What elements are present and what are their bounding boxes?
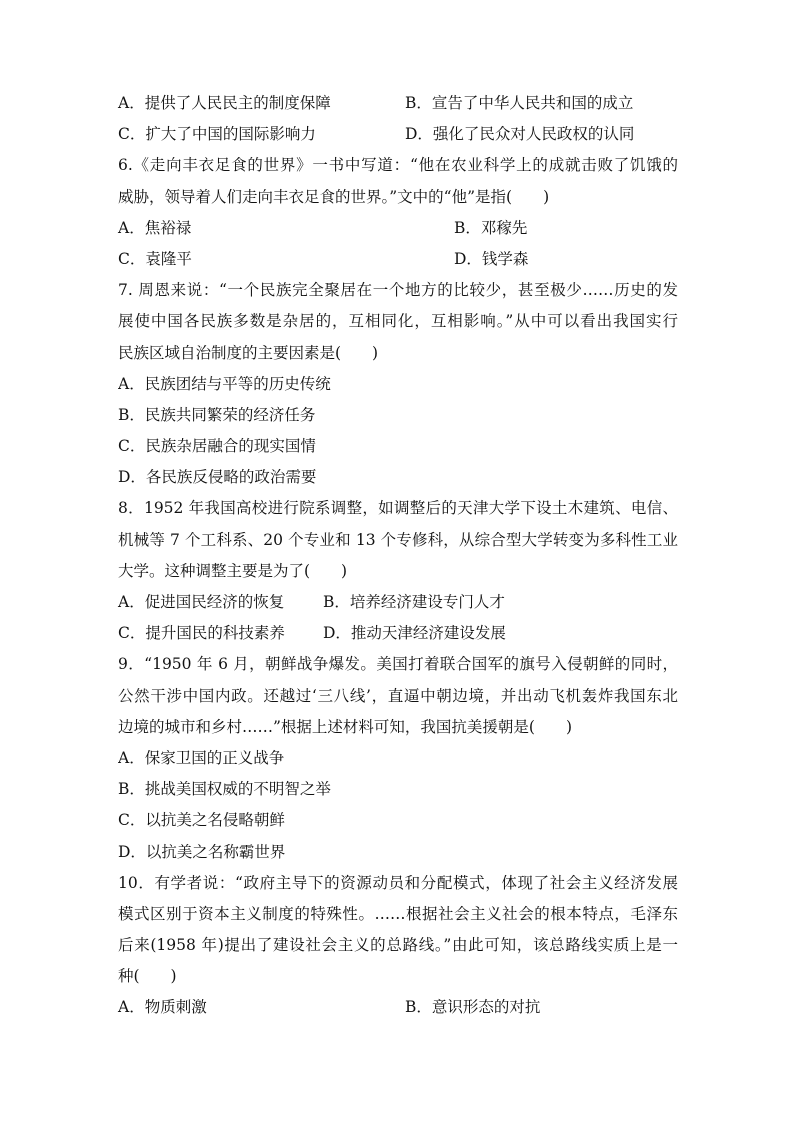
q7-stem-line-3: 民族区域自治制度的主要因素是( ) xyxy=(118,343,379,362)
q8-option-c: C．提升国民的科技素养 xyxy=(118,624,285,643)
q7-option-a: A．民族团结与平等的历史传统 xyxy=(118,374,331,393)
q5-options-row-1 xyxy=(118,88,678,119)
q10-options-row-1 xyxy=(118,992,678,1023)
q9-stem-line-3: 边境的城市和乡村……”根据上述材料可知，我国抗美援朝是( ) xyxy=(118,717,573,736)
q8-stem-line-3: 大学。这种调整主要是为了( ) xyxy=(118,561,348,580)
exam-page xyxy=(118,88,678,1024)
q8-options-row-1 xyxy=(118,587,678,618)
q6-option-b: B．邓稼先 xyxy=(454,218,528,237)
q8-options-row-2 xyxy=(118,618,678,649)
q5-option-c: C．扩大了中国的国际影响力 xyxy=(118,125,316,144)
q8-option-d: D．推动天津经济建设发展 xyxy=(323,624,506,643)
q10-option-b: B．意识形态的对抗 xyxy=(405,998,541,1017)
q6-option-c: C．袁隆平 xyxy=(118,249,192,268)
q10-option-a: A．物质刺激 xyxy=(118,998,207,1017)
q9-stem-line-2: 公然干涉中国内政。还越过‘三八线’，直逼中朝边境，并出动飞机轰炸我国东北 xyxy=(118,686,678,705)
q7-stem-line-1: 7. 周恩来说：“一个民族完全聚居在一个地方的比较少，甚至极少……历史的发 xyxy=(118,281,678,300)
q6-option-a: A．焦裕禄 xyxy=(118,218,192,237)
q5-option-a: A．提供了人民民主的制度保障 xyxy=(118,94,331,112)
q9-option-a: A．保家卫国的正义战争 xyxy=(118,748,285,767)
q7-option-c: C．民族杂居融合的现实国情 xyxy=(118,437,316,456)
q10-stem-line-1: 10．有学者说：“政府主导下的资源动员和分配模式，体现了社会主义经济发展 xyxy=(118,873,678,892)
q8-stem-line-1: 8．1952 年我国高校进行院系调整，如调整后的天津大学下设土木建筑、电信、 xyxy=(118,499,678,518)
q7-option-d: D．各民族反侵略的政治需要 xyxy=(118,468,317,487)
q8-option-b: B．培养经济建设专门人才 xyxy=(323,593,505,611)
q10-stem-line-4: 种( ) xyxy=(118,967,177,986)
q9-option-c: C．以抗美之名侵略朝鲜 xyxy=(118,811,285,830)
q6-stem-line-1: 6.《走向丰衣足食的世界》一书中写道：“他在农业科学上的成就击败了饥饿的 xyxy=(118,156,678,175)
q6-stem-line-2: 威胁，领导着人们走向丰衣足食的世界。”文中的“他”是指( ) xyxy=(118,187,550,206)
q6-options-row-1 xyxy=(118,213,678,244)
q9-stem-line-1: 9．“1950 年 6 月，朝鲜战争爆发。美国打着联合国军的旗号入侵朝鲜的同时， xyxy=(118,655,678,674)
q6-option-d: D．钱学森 xyxy=(454,249,529,268)
q7-stem-line-2: 展使中国各民族多数是杂居的，互相同化，互相影响。”从中可以看出我国实行 xyxy=(118,312,678,331)
q7-option-b: B．民族共同繁荣的经济任务 xyxy=(118,405,316,424)
q8-stem-line-2: 机械等 7 个工科系、20 个专业和 13 个专修科，从综合型大学转变为多科性工业 xyxy=(118,530,678,549)
q6-options-row-2 xyxy=(118,244,678,275)
q9-option-b: B．挑战美国权威的不明智之举 xyxy=(118,780,331,799)
q9-option-d: D．以抗美之名称霸世界 xyxy=(118,842,286,861)
q10-stem-line-2: 模式区别于资本主义制度的特殊性。……根据社会主义社会的根本特点，毛泽东 xyxy=(118,904,678,923)
q10-stem-line-3: 后来(1958 年)提出了建设社会主义的总路线。”由此可知，该总路线实质上是一 xyxy=(118,936,678,955)
q5-option-d: D．强化了民众对人民政权的认同 xyxy=(405,125,635,144)
q8-option-a: A．促进国民经济的恢复 xyxy=(118,593,285,611)
q5-options-row-2 xyxy=(118,119,678,150)
q5-option-b: B．宣告了中华人民共和国的成立 xyxy=(405,94,634,112)
